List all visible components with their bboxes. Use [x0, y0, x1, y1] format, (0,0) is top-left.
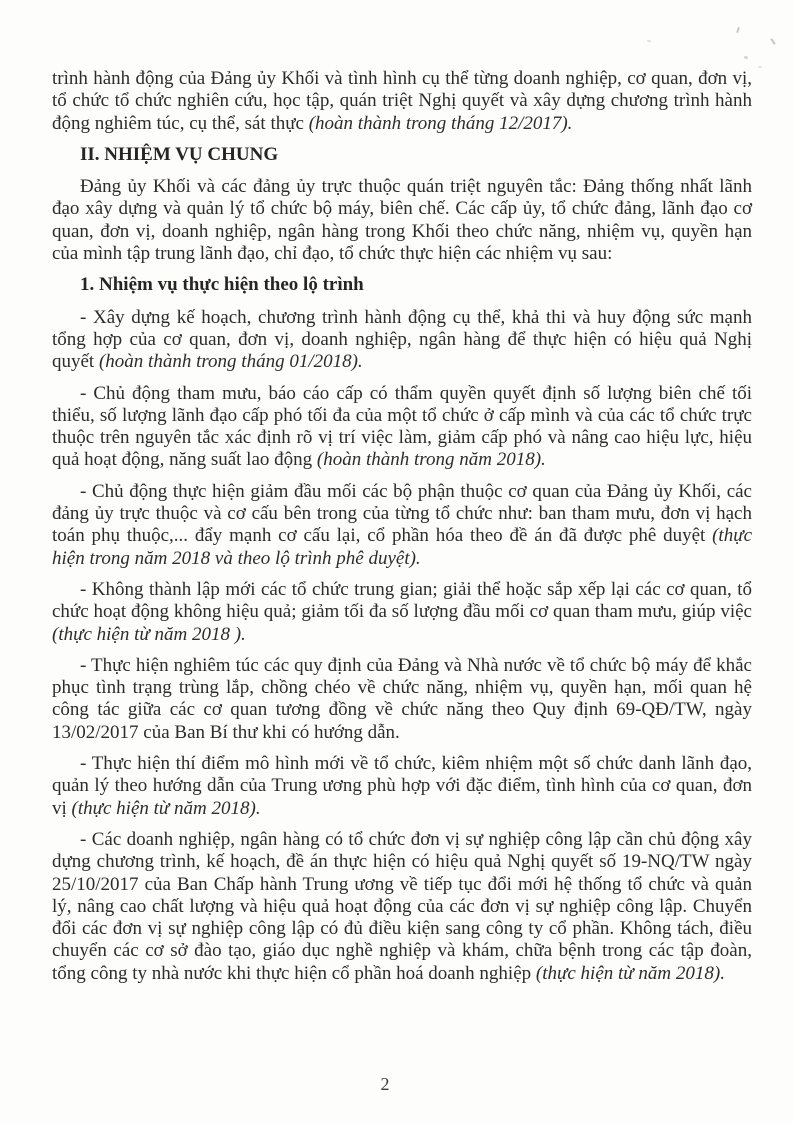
- paragraph: [52, 176, 752, 265]
- section-heading: [52, 274, 752, 296]
- text-run: (thực hiện từ năm 2018 ).: [52, 623, 246, 645]
- text-run: (hoàn thành trong tháng 01/2018).: [98, 351, 363, 373]
- scan-artifact: [647, 39, 651, 42]
- scan-artifact: [744, 56, 748, 60]
- paragraph: [52, 307, 752, 374]
- paragraph: [52, 829, 752, 985]
- paragraph: [52, 753, 752, 820]
- text-run: (hoàn thành trong năm 2018).: [316, 449, 546, 471]
- text-run: 1. Nhiệm vụ thực hiện theo lộ trình: [80, 274, 364, 296]
- text-run: - Thực hiện nghiêm túc các quy định của Đảng và Nhà nước về tổ chức bộ máy để khắc phục tình trạng trùng lắp, chồng chéo về chức năng, nhiệm vụ, quyền hạn, mối quan hệ công tác giữa các cơ quan tương đồng về chức năng theo Quy định 69-QĐ/TW, ngày 13/02/2017 của Ban Bí thư khi có hướng dẫn.: [52, 654, 752, 743]
- section-heading: [52, 144, 752, 166]
- text-run: Đảng ủy Khối và các đảng ủy trực thuộc quán triệt nguyên tắc: Đảng thống nhất lãnh đạo xây dựng và quản lý tổ chức bộ máy, biên chế. Các cấp ủy, tổ chức đảng, lãnh đạo cơ quan, đơn vị, doanh nghiệp, ngân hàng trong Khối theo chức năng, nhiệm vụ, quyền hạn của mình tập trung lãnh đạo, chỉ đạo, tổ chức thực hiện các nhiệm vụ sau:: [52, 176, 752, 265]
- text-run: trình hành động của Đảng ủy Khối và tình hình cụ thể từng doanh nghiệp, cơ quan, đơn vị, tổ chức tổ chức nghiên cứu, học tập, quán triệt Nghị quyết và xây dựng chương trình hành động nghiêm túc, cụ thể, sát thực: [52, 68, 752, 134]
- text-run: II. NHIỆM VỤ CHUNG: [80, 143, 279, 165]
- scan-artifact: [770, 38, 776, 45]
- page-number: 2: [380, 1074, 390, 1094]
- text-run: - Thực hiện thí điểm mô hình mới về tổ chức, kiêm nhiệm một số chức danh lãnh đạo, quản lý theo hướng dẫn của Trung ương phù hợp với đặc điểm, tình hình của cơ quan, đơn vị: [52, 753, 752, 819]
- paragraph: [52, 655, 752, 744]
- paragraph: [52, 579, 752, 646]
- paragraph: [52, 68, 752, 135]
- text-run: (thực hiện từ năm 2018).: [71, 797, 261, 819]
- scan-artifact: [736, 27, 740, 33]
- text-run: - Chủ động tham mưu, báo cáo cấp có thẩm quyền quyết định số lượng biên chế tối thiểu, số lượng lãnh đạo cấp phó tối đa của một tổ chức ở cấp mình và của các tổ chức trực thuộc trên nguyên tắc xác định rõ vị trí việc làm, giảm cấp phó và nâng cao hiệu lực, hiệu quả hoạt động, năng suất lao động: [52, 382, 752, 471]
- text-run: (hoàn thành trong tháng 12/2017).: [308, 112, 573, 134]
- document-body: [52, 68, 752, 994]
- text-run: (thực hiện từ năm 2018).: [535, 962, 725, 984]
- text-run: - Các doanh nghiệp, ngân hàng có tổ chức đơn vị sự nghiệp công lập cần chủ động xây dựng chương trình, kế hoạch, đề án thực hiện có hiệu quả Nghị quyết số 19-NQ/TW ngày 25/10/2017 của Ban Chấp hành Trung ương về tiếp tục đổi mới hệ thống tổ chức và quản lý, nâng cao chất lượng và hiệu quả hoạt động của các đơn vị sự nghiệp công lập. Chuyển đổi các đơn vị sự nghiệp công lập có đủ điều kiện sang công ty cổ phần. Không tách, điều chuyển các cơ sở đào tạo, giáo dục nghề nghiệp và khám, chữa bệnh trong các tập đoàn, tổng công ty nhà nước khi thực hiện cổ phần hoá doanh nghiệp: [52, 828, 752, 984]
- text-run: - Không thành lập mới các tổ chức trung gian; giải thể hoặc sắp xếp lại các cơ quan, tổ chức hoạt động không hiệu quả; giảm tối đa số lượng đầu mối cơ quan tham mưu, giúp việc: [52, 578, 752, 623]
- text-run: - Chủ động thực hiện giảm đầu mối các bộ phận thuộc cơ quan của Đảng ủy Khối, các đảng ủy trực thuộc và cơ cấu bên trong của từng tổ chức như: ban tham mưu, đơn vị hạch toán phụ thuộc,... đẩy mạnh cơ cấu lại, cổ phần hóa theo đề án đã được phê duyệt: [52, 480, 752, 547]
- text-run: - Xây dựng kế hoạch, chương trình hành động cụ thể, khả thi và huy động sức mạnh tổng hợp của cơ quan, đơn vị, doanh nghiệp, ngân hàng để thực hiện có hiệu quả Nghị quyết: [52, 306, 752, 373]
- paragraph: [52, 383, 752, 472]
- text-run: (thực hiện trong năm 2018 và theo lộ trình phê duyệt).: [52, 525, 752, 569]
- paragraph: [52, 481, 752, 570]
- scan-artifact: [758, 66, 762, 68]
